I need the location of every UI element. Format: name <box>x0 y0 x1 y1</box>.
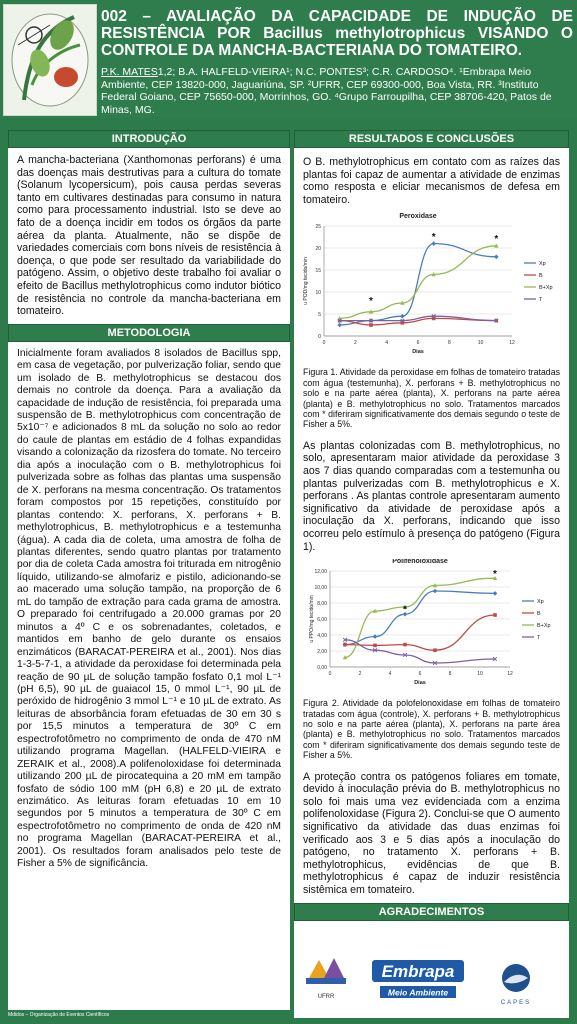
legend-label: B+Xp <box>537 623 551 630</box>
legend-label: B <box>539 273 543 280</box>
data-point <box>369 324 373 328</box>
x-tick-label: 4 <box>388 671 392 678</box>
intro-text <box>8 148 290 324</box>
figure-2-caption: Figura 2. Atividade da polofelonoxidase em folhas de tomateiro tratadas com água (controle), X. perforans + B. methylotrophicus no solo e na parte aérea (planta), X. perforans na parte área (planta) e B. methylotrophicus no solo. Tratamentos marcados com * diferiram significativamente dos demais segundo teste de Fisher a 5%. <box>303 698 560 761</box>
significance-marker: * <box>369 296 373 308</box>
x-tick-label: 12 <box>509 340 515 347</box>
sponsor-logos <box>294 948 569 1018</box>
poster-header <box>0 0 577 118</box>
chart-title: Peroxidase <box>399 213 437 221</box>
embrapa-subtitle: Meio Ambiente <box>387 987 449 998</box>
poster-authors <box>101 66 573 116</box>
data-point <box>403 643 407 647</box>
significance-marker: * <box>403 604 407 616</box>
data-point <box>494 255 499 260</box>
poster-title: 002 – AVALIAÇÃO DA CAPACIDADE DE INDUÇÃO DE RESISTÊNCIA POR Bacillus methylotrophicus VISANDO O CONTROLE DA MANCHA-BACTERIANA DO TOMATEIRO. <box>101 8 573 59</box>
y-tick-label: 10,00 <box>314 585 327 592</box>
data-point <box>493 591 498 596</box>
data-point <box>433 649 437 653</box>
y-tick-label: 20 <box>315 246 321 253</box>
chart-title: Polifenoloxidase <box>392 559 448 566</box>
data-point <box>433 589 438 594</box>
y-tick-label: 12,00 <box>314 569 327 576</box>
legend-label: B+Xp <box>539 285 553 292</box>
event-logo <box>3 4 97 116</box>
y-tick-label: 10 <box>315 290 321 297</box>
sponsor-logos-svg <box>294 948 569 1018</box>
x-axis-label: Dias <box>414 680 426 687</box>
x-tick-label: 10 <box>477 340 484 347</box>
embrapa-logo <box>372 960 464 998</box>
y-axis-label: u PPO/mg tecido/min <box>309 595 315 643</box>
y-tick-label: 4,00 <box>317 633 327 640</box>
legend-label: Xp <box>537 599 544 606</box>
legend-label: Xp <box>539 261 546 268</box>
x-tick-label: 4 <box>385 340 389 347</box>
results-paragraph-1: O B. methylotrophicus em contato com as raízes das plantas foi capaz de aumentar a atividade de enzimas como resposta e eliciar mecanismos de defesa em tomateiro. <box>303 156 560 206</box>
x-tick-label: 6 <box>416 340 420 347</box>
results-intro <box>294 148 569 208</box>
figure-1-caption: Figura 1. Atividade da peroxidase em folhas de tomateiro tratadas com água (testemunha), X. perforans + B. methylotrophicus no solo e na parte aérea (planta), X. perforans na parte aérea (planta) e B. methylotrophicus no solo. Tratamentos marcados com * diferiram significativamente dos demais segundo o teste de Fisher a 5%. <box>303 367 560 430</box>
peroxidase-chart-svg <box>302 208 561 358</box>
footer-credit: Mdidos – Organização de Eventos Científicos <box>8 1012 110 1018</box>
results-paragraph-3-box <box>294 765 569 903</box>
capes-logo <box>501 964 531 1006</box>
left-column <box>8 130 290 1010</box>
y-tick-label: 25 <box>315 224 321 231</box>
data-point <box>337 323 342 328</box>
peroxidase-chart <box>302 208 561 363</box>
intro-heading: INTRODUÇÃO <box>8 130 290 148</box>
y-tick-label: 0,00 <box>317 665 327 672</box>
x-tick-label: 8 <box>447 340 451 347</box>
y-tick-label: 0 <box>318 334 321 341</box>
right-column <box>294 130 569 952</box>
x-tick-label: 2 <box>353 340 357 347</box>
data-point <box>400 314 405 319</box>
first-author: P.K. MATES <box>101 66 158 78</box>
y-tick-label: 15 <box>315 268 321 275</box>
x-axis-label: Dias <box>412 349 424 356</box>
capes-caption: CAPES <box>500 1000 532 1006</box>
ufrr-logo <box>306 958 346 1000</box>
y-tick-label: 2,00 <box>317 649 327 656</box>
results-paragraph-3: A proteção contra os patógenos foliares em tomate, devido à inoculação prévia do B. methylotrophicus no solo foi mais uma vez evidenciada com a enzima polifenoloxidase (Figura 2). Conclui-se que O aumento significativo da atividade das duas enzimas foi verificado aos 3 e 5 dias após a inoculação do patógeno, no tratamento X. perforans + B. methylotrophicus, evidências de que B. methylotrophicus é capaz de induzir resistência sistêmica em tomateiro. <box>303 770 560 896</box>
x-tick-label: 12 <box>507 671 513 678</box>
legend-label: T <box>537 635 541 642</box>
series-line-t <box>345 640 495 663</box>
legend-label: B <box>537 611 541 618</box>
intro-paragraph: A mancha-bacteriana (Xanthomonas perforans) é uma das doenças mais destrutivas para a cultura do tomate (Solanum lycopersicum), pois causa perdas severas tanto em cultivares destinadas para consumo in natura como para processamento industrial. Isto se deve ao fato de a doença incidir em todos os órgãos da parte aérea da planta. Atualmente, não se dispõe de variedades comerciais com bons níveis de resistência à doença, o que pode ser resultado da variabilidade do patógeno. Assim, o objetivo deste trabalho foi avaliar o efeito de Bacillus methylotrophicus como indutor biótico de resistência no controle da mancha-bacteriana em tomateiro. <box>17 154 281 318</box>
series-line-b <box>345 615 495 650</box>
x-tick-label: 0 <box>328 671 332 678</box>
polifenoloxidase-chart <box>302 559 561 694</box>
x-tick-label: 2 <box>358 671 362 678</box>
x-tick-label: 6 <box>418 671 422 678</box>
x-tick-label: 10 <box>477 671 483 678</box>
y-tick-label: 5 <box>318 312 321 319</box>
significance-marker: * <box>431 232 436 244</box>
data-point <box>373 644 377 648</box>
y-tick-label: 8,00 <box>317 601 327 608</box>
data-point <box>343 643 347 647</box>
x-tick-label: 0 <box>322 340 326 347</box>
embrapa-name: Embrapa <box>381 962 455 981</box>
x-tick-label: 8 <box>448 671 452 678</box>
method-text <box>8 342 290 877</box>
method-paragraph: Inicialmente foram avaliados 8 isolados de Bacillus spp, em casa de vegetação, por pulverização foliar, sendo que um isolado de B. methylotrophicus se destacou dos demais no controle da doença. Para a avaliação da capacidade de indução de resistência, foi preparada uma suspensão de B. methylotrophicus com concentração de 5x10⁻⁷ e adicionados 8 mL da solução no solo ao redor do caule de plantas em estádio de 4 folhas expandidas visando a colonização da rizosfera do tomate. No terceiro dia após a inoculação com o B. methylotrophicus foi pulverizada sobre as folhas das plantas uma suspensão de X. perforans na mesma concentração. Os tratamentos foram compostos por 15 repetições, constituído por plantas contendo: X. perforans, X. perforans + B. methylotrophicus, B. methylotrophicus e a testemunha (água). A cada dia de coleta, uma amostra de folha de plantas diferentes, sendo quatro plantas por tratamento por dia de coleta Cada amostra foi triturada em nitrogênio líquido, utilizando-se almofariz e pistilo, adicionando-se ao macerado uma solução tampão, na proporção de 6 mL do tampão de extração para cada grama de amostra. O preparado foi centrifugado a 20.000 gramas por 20 minutos a 4º C e os sobrenadantes, coletados, e mantidos em banho de gelo durante os ensaios enzimáticos (BARACAT-PEREIRA et al., 2001). Nos dias 1-3-5-7-1, a atividade da peroxidase foi determinada pela reação de 90 µL de solução tampão fosfato 0,1 mol L⁻¹ (pH 6,5), 90 µL de guaiacol 15, 0 mmol L⁻¹, 90 µL de peróxido de hidrogênio 3 mmol L⁻¹ e 10 µL de extrato. As leituras de absorbância foram efetuadas de 30 em 30 s por 15,5 minutos a temperatura de 30º C em espectrofotômetro no comprimento de onda de 470 nM utilizando programa Magellan. (HALFELD-VIEIRA e ZERAIK et al., 2008).A polifenoloxidase foi determinada utilizando 200 µL de pirocatequina a 20 mM em tampão fosfato de sódio 100 mM (pH 6,8) e 20 µL de extrato enzimático. As leituras foram efetuadas 10 em 10 segundos por 5 minutos a temperatura de 30º C em espectrofotômetro no comprimento de onda de 420 nM no programa Magellan (BARACAT-PEREIRA et al., 2001). Os resultados foram analisados pelo teste de Fisher a 5% de significância. <box>17 347 281 870</box>
results-paragraph-2: As plantas colonizadas com B. methylotrophicus, no solo, apresentaram maior atividade da peroxidase 3 aos 7 dias quando comparadas com a testemunha ou plantas pulverizadas com B. methylotrophicus e X. perforans . As plantas controle apresentaram aumento significativo da atividade de peroxidase após a inoculação da X. perforans, indicando que isso ocorreu pelo estímulo à presença do patógeno (Figura 1). <box>303 439 560 553</box>
results-heading: RESULTADOS E CONCLUSÕES <box>294 130 569 148</box>
other-authors: 1,2; B.A. HALFELD-VIEIRA¹; N.C. PONTES³; C.R. CARDOSO⁴. ¹Embrapa Meio Ambiente, CEP 13820-000, Jaguariúna, SP. ²UFRR, CEP 69300-000, Boa Vista, RR. ³Instituto Federal Goiano, CEP 75650-000, Morrinhos, GO. ⁴Grupo Farroupilha, CEP 38706-420, Patos de Minas, MG. <box>101 66 552 116</box>
y-axis-label: u POD/mg tecido/min <box>303 257 309 306</box>
ufrr-caption: UFRR <box>317 994 335 1000</box>
significance-marker: * <box>494 234 499 246</box>
ack-heading: AGRADECIMENTOS <box>294 903 569 921</box>
polifenoloxidase-chart-svg <box>302 559 561 689</box>
data-point <box>493 613 497 617</box>
significance-marker: * <box>493 569 497 581</box>
legend-label: T <box>539 297 543 304</box>
y-tick-label: 6,00 <box>317 617 327 624</box>
results-paragraph-2-box <box>294 434 569 559</box>
method-heading: METODOLOGIA <box>8 324 290 342</box>
series-line-xp <box>345 591 495 645</box>
